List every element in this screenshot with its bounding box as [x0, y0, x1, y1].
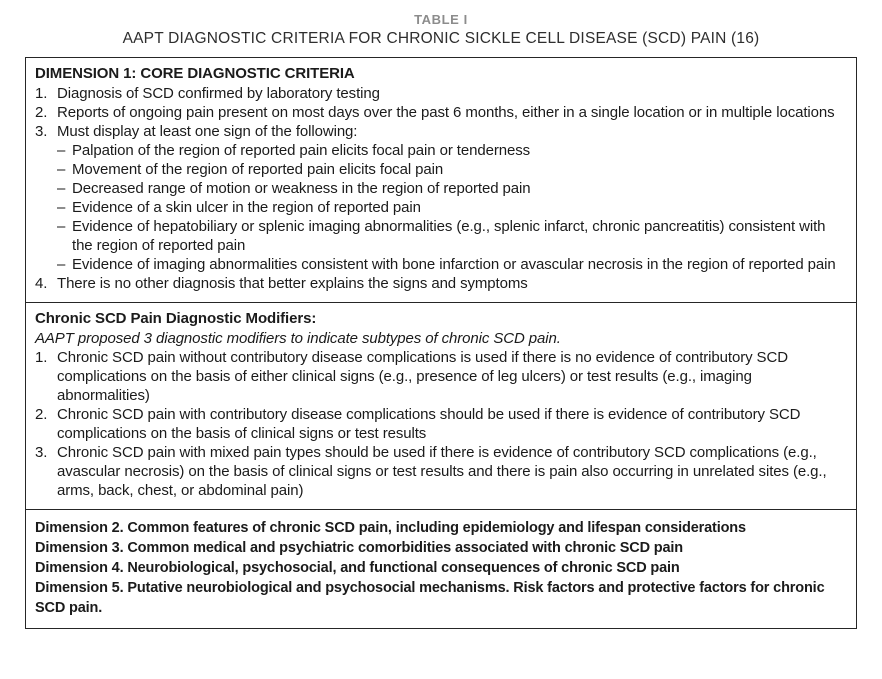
dimension-3-line: Dimension 3. Common medical and psychiatric comorbidities associated with chronic SCD pain	[35, 540, 684, 556]
dash-bullet: –	[57, 256, 66, 273]
table-title: AAPT DIAGNOSTIC CRITERIA FOR CHRONIC SICKLE CELL DISEASE (SCD) PAIN (16)	[122, 30, 760, 47]
table-box	[25, 57, 857, 629]
table-caption	[0, 12, 882, 48]
sign-item-2	[57, 160, 847, 179]
sign-item-6	[57, 255, 847, 274]
item-number: 3.	[35, 444, 48, 461]
item-text: There is no other diagnosis that better explains the signs and symptoms	[57, 275, 528, 292]
item-text: Evidence of imaging abnormalities consistent with bone infarction or avascular necrosis in the region of reported pain	[72, 256, 836, 273]
section-other-dimensions	[26, 509, 856, 628]
modifiers-header: Chronic SCD Pain Diagnostic Modifiers:	[35, 310, 317, 327]
sign-item-5	[57, 217, 847, 255]
item-text: Must display at least one sign of the following:	[57, 123, 358, 140]
item-number: 3.	[35, 123, 48, 140]
dash-bullet: –	[57, 199, 66, 216]
item-number: 1.	[35, 85, 48, 102]
item-text: Chronic SCD pain without contributory disease complications is used if there is no evidence of contributory SCD complications on the basis of either clinical signs (e.g., presence of leg ulcers) or test results (e.g., imaging abnormalities)	[57, 349, 788, 404]
item-text: Movement of the region of reported pain elicits focal pain	[72, 161, 444, 178]
section-diagnostic-modifiers	[26, 302, 856, 509]
sign-item-4	[57, 198, 847, 217]
dash-bullet: –	[57, 161, 66, 178]
criteria-item-2	[35, 103, 847, 122]
item-text: Diagnosis of SCD confirmed by laboratory testing	[57, 85, 380, 102]
dimension-4-line: Dimension 4. Neurobiological, psychosocial, and functional consequences of chronic SCD pain	[35, 560, 680, 576]
dimension-2-line: Dimension 2. Common features of chronic SCD pain, including epidemiology and lifespan considerations	[35, 520, 746, 536]
item-number: 2.	[35, 104, 48, 121]
sign-item-1	[57, 141, 847, 160]
sign-item-3	[57, 179, 847, 198]
item-text: Evidence of hepatobiliary or splenic imaging abnormalities (e.g., splenic infarct, chronic pancreatitis) consistent with the region of reported pain	[72, 218, 826, 254]
item-number: 4.	[35, 275, 48, 292]
modifiers-intro: AAPT proposed 3 diagnostic modifiers to indicate subtypes of chronic SCD pain.	[35, 330, 561, 347]
item-text: Reports of ongoing pain present on most days over the past 6 months, either in a single location or in multiple locations	[57, 104, 835, 121]
item-number: 1.	[35, 349, 48, 366]
modifier-item-3	[35, 443, 847, 500]
item-text: Chronic SCD pain with contributory disease complications should be used if there is evidence of contributory SCD complications on the basis of clinical signs or test results	[57, 406, 801, 442]
dash-bullet: –	[57, 142, 66, 159]
item-text: Chronic SCD pain with mixed pain types should be used if there is evidence of contributory SCD complications (e.g., avascular necrosis) on the basis of clinical signs or test results and there is pain also occurring in unrelated sites (e.g., arms, back, chest, or abdominal pain)	[57, 444, 827, 499]
criteria-item-1	[35, 84, 847, 103]
criteria-item-4	[35, 274, 847, 293]
table-label: TABLE I	[414, 12, 468, 27]
criteria-item-3	[35, 122, 847, 141]
core-criteria-header: DIMENSION 1: CORE DIAGNOSTIC CRITERIA	[35, 65, 355, 82]
item-number: 2.	[35, 406, 48, 423]
dash-bullet: –	[57, 180, 66, 197]
dimension-5-line: Dimension 5. Putative neurobiological and psychosocial mechanisms. Risk factors and protective factors for chronic SCD pain.	[35, 580, 825, 616]
item-text: Evidence of a skin ulcer in the region of reported pain	[72, 199, 421, 216]
modifier-item-2	[35, 405, 847, 443]
modifier-item-1	[35, 348, 847, 405]
section-core-diagnostic-criteria	[26, 58, 856, 302]
dash-bullet: –	[57, 218, 66, 235]
item-text: Palpation of the region of reported pain elicits focal pain or tenderness	[72, 142, 530, 159]
item-text: Decreased range of motion or weakness in the region of reported pain	[72, 180, 531, 197]
